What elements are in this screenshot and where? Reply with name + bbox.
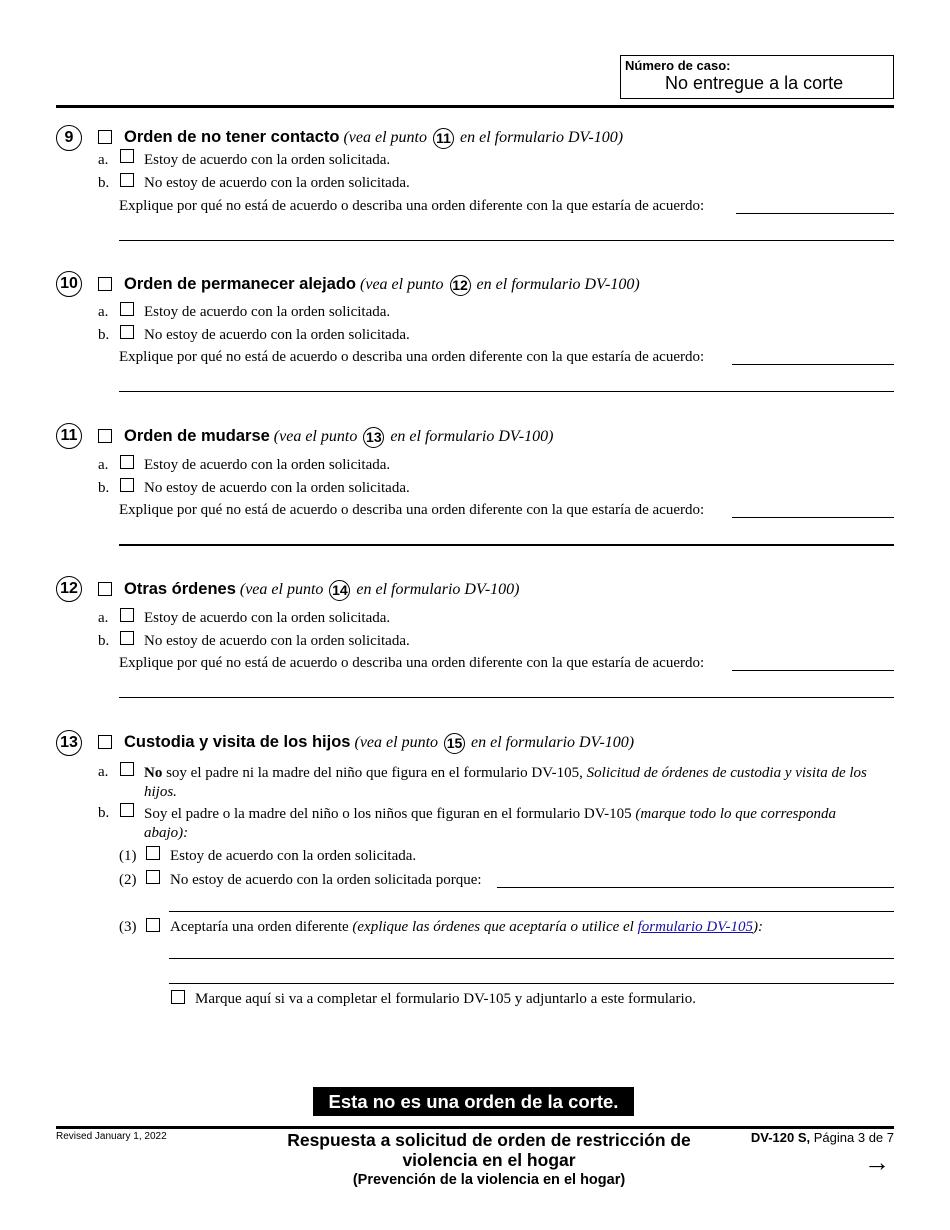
item-11-b-checkbox[interactable] [120,478,134,492]
form-title-line2: violencia en el hogar [402,1150,576,1170]
item-9-a-text: Estoy de acuerdo con la orden solicitada. [144,152,391,168]
item-10-ref-circle: 12 [450,275,471,296]
item-12-number: 12 [56,576,82,602]
item-10-b-letter: b. [98,327,110,343]
item-12-a-text: Estoy de acuerdo con la orden solicitada. [144,610,391,626]
case-number-value[interactable]: No entregue a la corte [665,73,844,93]
item-11-title: Orden de mudarse (vea el punto 13 en el formulario DV-100) [124,427,553,448]
item-12-explain-label: Explique por qué no está de acuerdo o describa una orden diferente con la que estaría de acuerdo: [119,655,705,671]
page-number: Página 3 de 7 [813,1130,894,1145]
item-10-a-letter: a. [98,304,109,320]
item-12-title: Otras órdenes (vea el punto 14 en el formulario DV-100) [124,580,520,601]
item-9-explain-line-1[interactable] [736,213,894,214]
item-12-a-checkbox[interactable] [120,608,134,622]
item-10-explain-line-2[interactable] [119,391,894,392]
item-12-explain-line-1[interactable] [732,670,894,671]
item-10-a-text: Estoy de acuerdo con la orden solicitada. [144,304,391,320]
item-13-s2-text: No estoy de acuerdo con la orden solicitada porque: [170,872,482,888]
item-13-s2-line-2[interactable] [169,911,894,912]
item-9-a-checkbox[interactable] [120,149,134,163]
item-10-checkbox[interactable] [98,277,112,291]
item-13-a-checkbox[interactable] [120,762,134,776]
item-13-s3-checkbox[interactable] [146,918,160,932]
item-13-s2-line-1[interactable] [497,887,894,888]
item-9-b-text: No estoy de acuerdo con la orden solicitada. [144,175,410,191]
case-number-label: Número de caso: [625,58,731,73]
item-13-s1-number: (1) [119,848,137,864]
revised-date: Revised January 1, 2022 [56,1131,167,1142]
item-13-b-text: Soy el padre o la madre del niño o los niños que figuran en el formulario DV-105 (marque todo lo que corresponda abajo): [144,806,836,841]
item-11-a-letter: a. [98,457,109,473]
item-13-s3-line-2[interactable] [169,983,894,984]
item-9-b-letter: b. [98,175,110,191]
header-rule [56,105,894,108]
item-9-a-letter: a. [98,152,109,168]
next-page-arrow-icon[interactable]: → [864,1147,890,1177]
item-9-explain-label: Explique por qué no está de acuerdo o describa una orden diferente con la que estaría de acuerdo: [119,198,705,214]
item-13-a-letter: a. [98,764,109,780]
item-12-b-text: No estoy de acuerdo con la orden solicitada. [144,633,410,649]
item-13-s3-line-1[interactable] [169,958,894,959]
item-9-b-checkbox[interactable] [120,173,134,187]
item-12-ref-circle: 14 [329,580,350,601]
item-9-explain-line-2[interactable] [119,240,894,241]
item-10-a-checkbox[interactable] [120,302,134,316]
item-10-b-text: No estoy de acuerdo con la orden solicitada. [144,327,410,343]
item-13-s3-text: Aceptaría una orden diferente (explique las órdenes que aceptaría o utilice el formulario DV-105): [170,919,764,935]
item-11-a-text: Estoy de acuerdo con la orden solicitada. [144,457,391,473]
case-number-box [620,55,894,99]
item-13-attach-text: Marque aquí si va a completar el formulario DV-105 y adjuntarlo a este formulario. [195,991,696,1007]
form-title-line1: Respuesta a solicitud de orden de restricción de [287,1130,691,1150]
item-13-s1-checkbox[interactable] [146,846,160,860]
item-10-number: 10 [56,271,82,297]
item-11-explain-line-1[interactable] [732,517,894,518]
item-13-b-checkbox[interactable] [120,803,134,817]
footer-rule [56,1126,894,1129]
item-11-a-checkbox[interactable] [120,455,134,469]
item-13-s1-text: Estoy de acuerdo con la orden solicitada. [170,848,417,864]
item-10-explain-line-1[interactable] [732,364,894,365]
item-13-title: Custodia y visita de los hijos (vea el punto 15 en el formulario DV-100) [124,733,634,754]
item-12-b-letter: b. [98,633,110,649]
item-12-b-checkbox[interactable] [120,631,134,645]
item-10-title: Orden de permanecer alejado (vea el punto 12 en el formulario DV-100) [124,275,640,296]
item-11-checkbox[interactable] [98,429,112,443]
item-13-s2-number: (2) [119,872,137,888]
item-9-checkbox[interactable] [98,130,112,144]
item-9-title: Orden de no tener contacto (vea el punto 11 en el formulario DV-100) [124,128,623,149]
item-13-a-text: No soy el padre ni la madre del niño que figura en el formulario DV-105, Solicitud de órdenes de custodia y visita de los hijos. [144,765,867,800]
item-9-number: 9 [56,125,82,151]
item-13-s3-number: (3) [119,919,137,935]
item-12-checkbox[interactable] [98,582,112,596]
item-11-explain-label: Explique por qué no está de acuerdo o describa una orden diferente con la que estaría de acuerdo: [119,502,705,518]
item-13-attach-checkbox[interactable] [171,990,185,1004]
item-13-number: 13 [56,730,82,756]
item-11-b-text: No estoy de acuerdo con la orden solicitada. [144,480,410,496]
item-10-b-checkbox[interactable] [120,325,134,339]
item-13-s2-checkbox[interactable] [146,870,160,884]
item-9-ref-circle: 11 [433,128,454,149]
item-11-explain-line-2[interactable] [119,544,894,546]
item-11-b-letter: b. [98,480,110,496]
item-12-a-letter: a. [98,610,109,626]
item-12-explain-line-2[interactable] [119,697,894,698]
form-subtitle: (Prevención de la violencia en el hogar) [352,1172,626,1188]
item-11-ref-circle: 13 [363,427,384,448]
item-11-number: 11 [56,423,82,449]
item-10-explain-label: Explique por qué no está de acuerdo o describa una orden diferente con la que estaría de acuerdo: [119,349,705,365]
form-id: DV-120 S, [750,1130,811,1145]
form-dv105-link[interactable]: formulario DV-105 [637,919,754,935]
item-13-b-letter: b. [98,805,110,821]
notice-banner: Esta no es una orden de la corte. [313,1087,634,1116]
item-13-ref-circle: 15 [444,733,465,754]
item-13-checkbox[interactable] [98,735,112,749]
page-indicator [740,1130,894,1145]
